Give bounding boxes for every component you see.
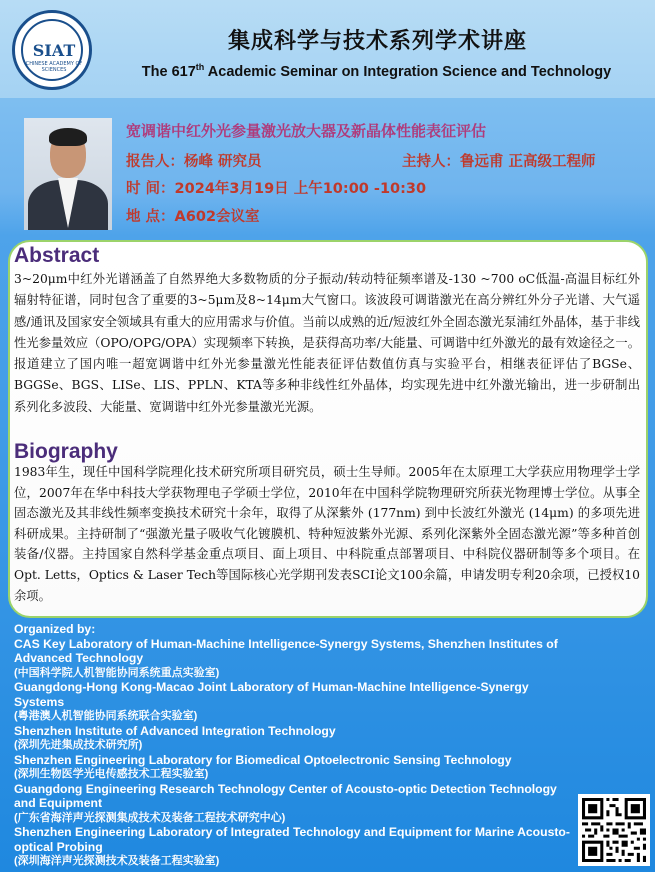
organizer-cn: (中国科学院人机智能协同系统重点实验室) [14,666,220,679]
place-line: 地 点：A602会议室 [126,209,260,225]
talk-title: 宽调谐中红外光参量激光放大器及新晶体性能表征评估 [126,122,487,140]
logo-subtext: CHINESE ACADEMY OF SCIENCES [25,61,83,73]
organizer-cn: (深圳生物医学光电传感技术工程实验室) [14,768,209,780]
organizer-en: Shenzhen Engineering Laboratory for Biomedical Optoelectronic Sensing Technology [14,752,512,767]
photo-hair [49,128,87,146]
logo-text: SIAT [32,41,76,60]
organizer-en: Shenzhen Institute of Advanced Integration Technology [14,723,336,738]
siat-logo [12,10,92,90]
title-en-suffix: Academic Seminar on Integration Science and Technology [204,63,612,80]
title-en-prefix: The 617 [141,63,196,80]
organizers-heading: Organized by: [14,622,96,636]
speaker-photo [24,118,112,230]
series-title-en [104,62,649,80]
organizer-en: CAS Key Laboratory of Human-Machine Intelligence-Synergy Systems, Shenzhen Institutes of Advanced Technology [14,636,558,665]
qr-code-graphic [582,798,646,862]
logo-inner-ring [21,19,83,81]
qr-code-icon[interactable] [578,794,650,866]
series-title-cn: 集成科学与技术系列学术讲座 [227,29,527,54]
organizers-block [14,622,574,869]
organizer-cn: (广东省海洋声光探测集成技术及装备工程技术研究中心) [14,811,286,824]
biography-text: 1983年生，现任中国科学院理化技术研究所项目研究员，硕士生导师。2005年在太原理工大学获应用物理学士学位，2007年在华中科技大学获物理电子学硕士学位，2010年在中国科学院物理研究所获光物理博士学位。从事全固态激光及其非线性频率变换技术研究十余年，取得了从深紫外 (177nm) 到中长波红外激光 (14μm) 的多项先进科研成果。主持研制了“强激光量子吸收气化镀膜机、特种短波紫外光源、系列化深紫外全固态激光源”等多种首创装备/仪器。主持国家自然科学基金重点项目、面上项目、中科院重点部署项目、中科院仪器研制等多个项目。在Opt. Letts，Optics & Laser Tech等国际核心光学期刊发表SCI论文100余篇，申请发明专利20余项，已授权10余项。 [14,465,640,603]
organizer-en: Guangdong-Hong Kong-Macao Joint Laboratory of Human-Machine Intelligence-Synergy Systems [14,680,529,709]
time-line: 时 间：2024年3月19日 上午10:00 -10:30 [126,181,427,197]
organizer-cn: (粤港澳人机智能协同系统联合实验室) [14,710,198,722]
abstract-text: 3~20μm中红外光谱涵盖了自然界绝大多数物质的分子振动/转动特征频率谱及-130 ~700 oC低温-高温目标红外辐射特征谱，同时包含了重要的3~5μm及8~14μm大气窗口。该波段可调谐激光在高分辨红外分子光谱、大气遥感/通讯及国家安全领域具有重大的应用需求与价值。当前以成熟的近/短波红外全固态激光泵浦红外晶体，基于非线性光参量效应（OPO/OPG/OPA）实现频率下转换，是获得高功率/大能量、可调谐中红外激光的最有效途径之一。报道建立了国内唯一超宽调谐中红外光参量激光性能表征评估数值仿真与实验平台，相继表征评估了BGSe、BGGSe、BGS、LISe、LIS、PPLN、KTA等多种非线性红外晶体，均实现先进中红外激光输出，进一步研制出系列化多波段、大能量、宽调谐中红外光参量激光光源。 [14,272,640,414]
host-line: 主持人：鲁远甫 正高级工程师 [402,154,596,170]
organizer-en: Guangdong Engineering Research Technology Center of Acousto-optic Detection Technology and Equipment [14,781,557,810]
abstract-heading: Abstract [14,244,100,267]
header-banner [0,0,655,98]
title-en-sup: th [195,62,205,72]
biography-heading: Biography [14,440,118,463]
speaker-line: 报告人：杨峰 研究员 [126,154,262,170]
organizer-cn: (深圳海洋声光探测技术及装备工程实验室) [14,855,220,867]
organizer-en: Shenzhen Engineering Laboratory of Integrated Technology and Equipment for Marine Acousto-optical Probing [14,825,570,854]
organizer-cn: (深圳先进集成技术研究所) [14,739,143,751]
